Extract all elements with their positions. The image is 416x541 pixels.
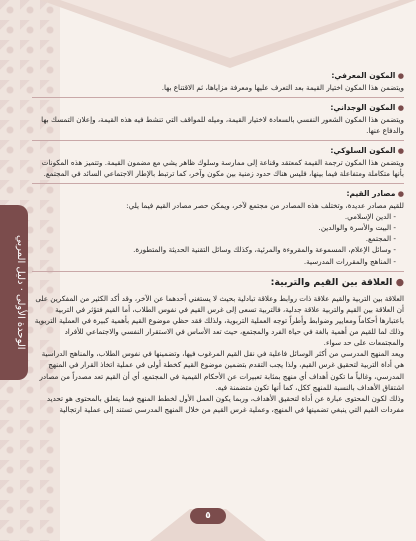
list-item: - وسائل الإعلام، المسموعة والمقروءة والمرئية، وكذلك وسائل التقنية الحديثة والمتطورة. — [32, 244, 396, 255]
bullet-icon: ● — [397, 146, 404, 155]
divider — [32, 271, 404, 272]
main-content — [32, 70, 404, 490]
bullet-icon: ● — [397, 189, 404, 199]
section-heading: مصادر القيم: — [346, 189, 396, 199]
section-body: ويتضمن هذا المكون الشعور النفسي بالسعادة لاختيار القيمة، وميله للمواقف التي تنشط فيه هذه القيمة، وإعلان التمسك بها والدفاع عنها. — [41, 114, 404, 135]
divider — [32, 140, 404, 141]
section-sources — [32, 188, 404, 267]
section-body: للقيم مصادر عديدة، وتختلف هذه المصادر من مجتمع لآخر، ويمكن حصر مصادر القيم فيما يلي: — [126, 200, 404, 210]
section-behavioral — [32, 145, 404, 179]
section-heading: المكون المعرفي: — [331, 71, 396, 80]
paragraph: العلاقة بين التربية والقيم علاقة ذات روابط وعلاقة تبادلية بحيث لا يستغني أحدهما عن الآخر، وقد أكد الكثير من المفكرين على أن العلاقة بين القيم والتربية علاقة جدلية، فالتربية تسعى إلى غرس القيم في نفوس الطلاب، أما القيم فتؤثر في التربية باعتبارها أحكاماً ومعايير وضوابط وأطراً توجه العملية التربوية، ولذلك فقد حظي موضوع القيم بأهمية كبيرة في العملية التربوية وذلك لما للقيم من أهمية بالغة في حياة الفرد والمجتمع، حيث تعد الأساس في الاستقرار النفسي والاجتماعي للأفراد والمجتمعات على حد سواء. — [34, 293, 404, 348]
section-title-text: العلاقة بين القيم والتربية: — [270, 276, 393, 288]
section-body: ويتضمن هذا المكون اختيار القيمة بعد التعرف عليها ومعرفة مزاياها، ثم الاقتناع بها. — [161, 82, 404, 92]
paragraph: ويعد المنهج المدرسي من أكثر الوسائل فاعلية في نقل القيم المرغوب فيها، وتضمينها في نفوس الطلاب، والمناهج الدراسية هي أداة التربية لتحقيق غرس القيم، ولذا يجب التقدم بتضمين موضوع القيم كخطة أولى في عملية اتخاذ القرار في المنهج المدرسي، وغالباً ما تكون أهداف أي منهج بمثابة تعبيرات عن الأحكام القيمية في المجتمع، أي أن القيم تعد مصدراً من مصادر اشتقاق الأهداف بالنسبة للمنهج ككل، كما أنها تكون متضمنة فيه. — [39, 349, 404, 392]
section-body: ويتضمن هذا المكون ترجمة القيمة كمعتقد وقناعة إلى ممارسة وسلوك ظاهر يشي مع مضمون القيمة. وتتميز هذه المكونات بأنها متكاملة ومتفاعلة فيما بينها، فليس هناك حدود زمنية بين مكون وآخر، كما ترتبط بالإطار الاجتماعي السائد في المجتمع. — [41, 157, 404, 178]
bullet-icon: ● — [397, 102, 404, 112]
paragraph: وذلك لكون المحتوى عبارة عن أداة لتحقيق الأهداف، وربما يكون العمل الأول لخطط المنهج فيما يتعلق بالمحتوى هو تحديد مفردات القيم التي ينبغي تضمينها في المنهج، وعملية غرس القيم من خلال المنهج المدرسي تستند إلى عملية ارتجالية — [46, 393, 404, 415]
list-item: - الدين الإسلامي. — [32, 211, 396, 222]
bullet-icon: ● — [397, 71, 404, 80]
side-tab-label: الوحدة الأولى · دليل المربي — [15, 235, 26, 350]
list-item: - المناهج والمقررات المدرسية. — [32, 256, 396, 267]
divider — [32, 183, 404, 184]
divider — [32, 97, 404, 98]
page-number: ٥ — [190, 508, 226, 524]
section-cognitive — [32, 70, 404, 93]
sources-list — [32, 211, 404, 267]
bullet-icon: ● — [395, 276, 404, 288]
header-decoration — [0, 0, 416, 70]
list-item: - المجتمع. — [32, 233, 396, 244]
section-relation — [32, 276, 404, 415]
list-item: - البيت والأسرة والوالدين. — [32, 222, 396, 233]
section-heading: المكون السلوكي: — [330, 146, 396, 155]
section-heading: المكون الوجداني: — [330, 102, 396, 112]
section-affective — [32, 102, 404, 136]
